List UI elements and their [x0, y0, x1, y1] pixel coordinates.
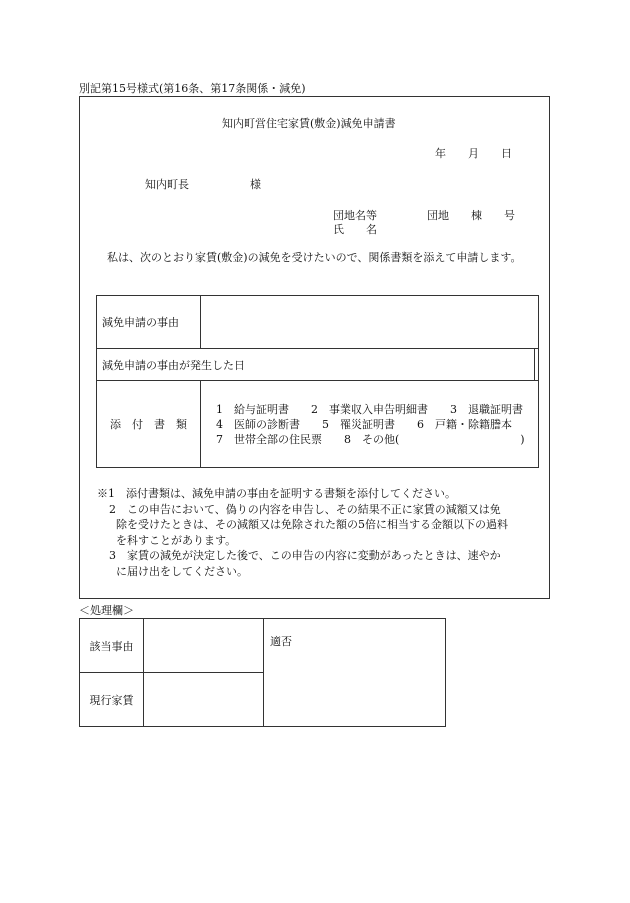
- complex-label: 団地名等: [333, 209, 377, 222]
- current-rent-field[interactable]: [144, 673, 264, 727]
- notes: [97, 486, 542, 579]
- reason-label: 減免申請の事由: [97, 296, 201, 349]
- applicable-reason-field[interactable]: [144, 619, 264, 673]
- form-title: 知内町営住宅家賃(敷金)減免申請書: [222, 117, 396, 130]
- complex-fields: 団地 棟 号: [427, 209, 515, 222]
- attachments-label: 添 付 書 類: [97, 381, 201, 468]
- approval-cell[interactable]: [264, 619, 446, 727]
- processing-table: [79, 618, 446, 727]
- note-line: 除を受けたときは、その減額又は免除された額の5倍に相当する金額以下の過料: [116, 518, 508, 531]
- processing-heading: ＜処理欄＞: [79, 604, 134, 617]
- attachment-line: 4 医師の診断書 5 罹災証明書 6 戸籍・除籍謄本: [216, 417, 512, 431]
- addressee: 知内町長: [145, 178, 189, 191]
- current-rent-label: 現行家賃: [80, 673, 144, 727]
- attachments-list: [201, 381, 539, 468]
- attachment-line: 7 世帯全部の住民票 8 その他( ): [216, 432, 525, 446]
- approval-label: 適否: [270, 635, 292, 648]
- application-table: [96, 295, 539, 468]
- note-line: ※1 添付書類は、減免申請の事由を証明する書類を添付してください。: [97, 487, 456, 500]
- date-line: 年 月 日: [435, 147, 512, 160]
- note-line: に届け出をしてください。: [116, 564, 248, 578]
- statement: 私は、次のとおり家賃(敷金)の減免を受けたいので、関係書類を添えて申請します。: [107, 251, 522, 264]
- form-number: 別記第15号様式(第16条、第17条関係・減免): [79, 82, 306, 95]
- note-line: を科すことがあります。: [116, 533, 237, 547]
- date-label: 減免申請の事由が発生した日: [97, 349, 535, 381]
- attachment-line: 1 給与証明書 2 事業収入申告明細書 3 退職証明書: [216, 402, 523, 416]
- reason-field[interactable]: [201, 296, 539, 349]
- note-line: 3 家賃の減免が決定した後で、この申告の内容に変動があったときは、速やか: [109, 549, 501, 562]
- applicable-reason-label: 該当事由: [80, 619, 144, 673]
- note-line: 2 この申告において、偽りの内容を申告し、その結果不正に家賃の減額又は免: [109, 502, 501, 516]
- name-label: 氏 名: [333, 223, 377, 236]
- honorific: 様: [250, 178, 261, 191]
- date-field[interactable]: [535, 349, 539, 381]
